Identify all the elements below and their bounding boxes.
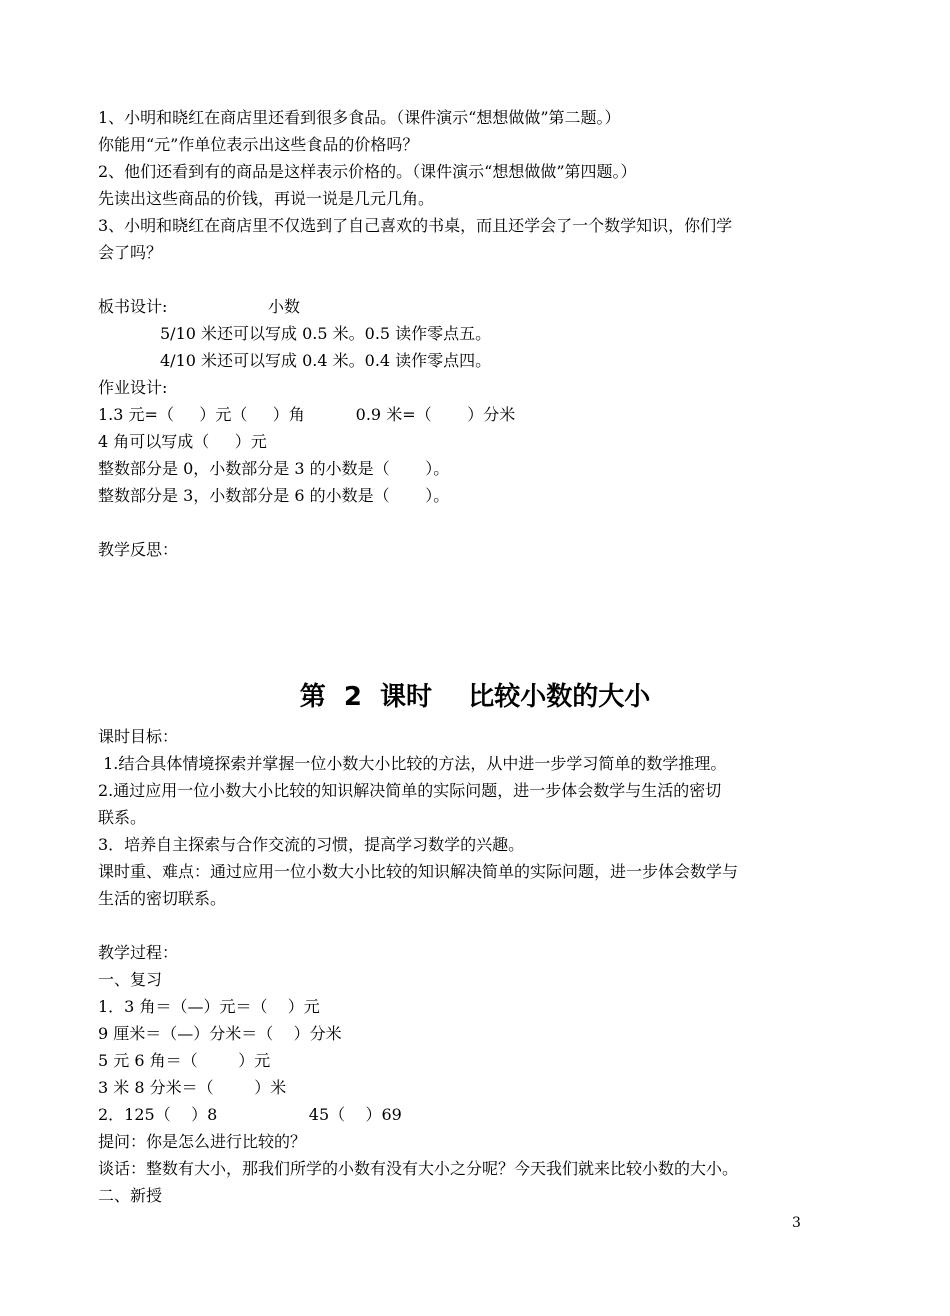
homework-label: 作业设计: <box>98 378 168 397</box>
board-line: 4/10 米还可以写成 0.4 米。0.4 读作零点四。 <box>160 351 492 370</box>
process-line: 二、新授 <box>98 1186 163 1205</box>
process-line: 3 米 8 分米＝（ ）米 <box>98 1078 287 1097</box>
homework-line: 1.3 元=（ ）元（ ）角 0.9 米=（ ）分米 <box>98 405 516 424</box>
text-line: 1、小明和晓红在商店里还看到很多食品。（课件演示“想想做做”第二题。） <box>98 108 621 127</box>
objective-line: 1.结合具体情境探索并掌握一位小数大小比较的方法，从中进一步学习简单的数学推理。 <box>98 754 727 773</box>
text-line: 你能用“元”作单位表示出这些食品的价格吗？ <box>98 135 419 154</box>
objective-line: 2.通过应用一位小数大小比较的知识解决简单的实际问题，进一步体会数学与生活的密切 <box>98 781 722 800</box>
objective-line: 生活的密切联系。 <box>98 889 227 908</box>
text-line: 会了吗？ <box>98 243 163 262</box>
lesson-title: 第 2 课时 比较小数的大小 <box>299 682 651 712</box>
board-line: 5/10 米还可以写成 0.5 米。0.5 读作零点五。 <box>160 324 492 343</box>
text-line: 2、他们还看到有的商品是这样表示价格的。（课件演示“想想做做”第四题。） <box>98 162 637 181</box>
page-number: 3 <box>792 1215 801 1231</box>
process-label: 教学过程： <box>98 943 179 962</box>
objective-line: 联系。 <box>98 808 147 827</box>
text-line: 先读出这些商品的价钱，再说一说是几元几角。 <box>98 189 435 208</box>
objective-line: 课时重、难点：通过应用一位小数大小比较的知识解决简单的实际问题，进一步体会数学与 <box>98 862 739 881</box>
objective-line: 3．培养自主探索与合作交流的习惯，提高学习数学的兴趣。 <box>98 835 525 854</box>
process-line: 9 厘米＝（—）分米＝（ ）分米 <box>98 1024 342 1043</box>
process-line: 5 元 6 角＝（ ）元 <box>98 1051 271 1070</box>
board-label: 板书设计: <box>98 297 168 316</box>
homework-line: 整数部分是 3，小数部分是 6 的小数是（ ）。 <box>98 486 450 505</box>
review-heading: 一、复习 <box>98 970 163 989</box>
process-line: 2．125（ ）8 45（ ）69 <box>98 1105 402 1124</box>
process-line: 1．3 角＝（—）元＝（ ）元 <box>98 997 320 1016</box>
process-line: 谈话：整数有大小，那我们所学的小数有没有大小之分呢？今天我们就来比较小数的大小。 <box>98 1159 739 1178</box>
text-line: 3、小明和晓红在商店里不仅选到了自己喜欢的书桌，而且还学会了一个数学知识，你们学 <box>98 216 733 235</box>
process-line: 提问：你是怎么进行比较的？ <box>98 1132 307 1151</box>
homework-line: 整数部分是 0，小数部分是 3 的小数是（ ）。 <box>98 459 450 478</box>
objectives-label: 课时目标： <box>98 727 179 746</box>
board-title: 小数 <box>268 297 301 316</box>
homework-line: 4 角可以写成（ ）元 <box>98 432 267 451</box>
reflection-label: 教学反思： <box>98 540 179 559</box>
